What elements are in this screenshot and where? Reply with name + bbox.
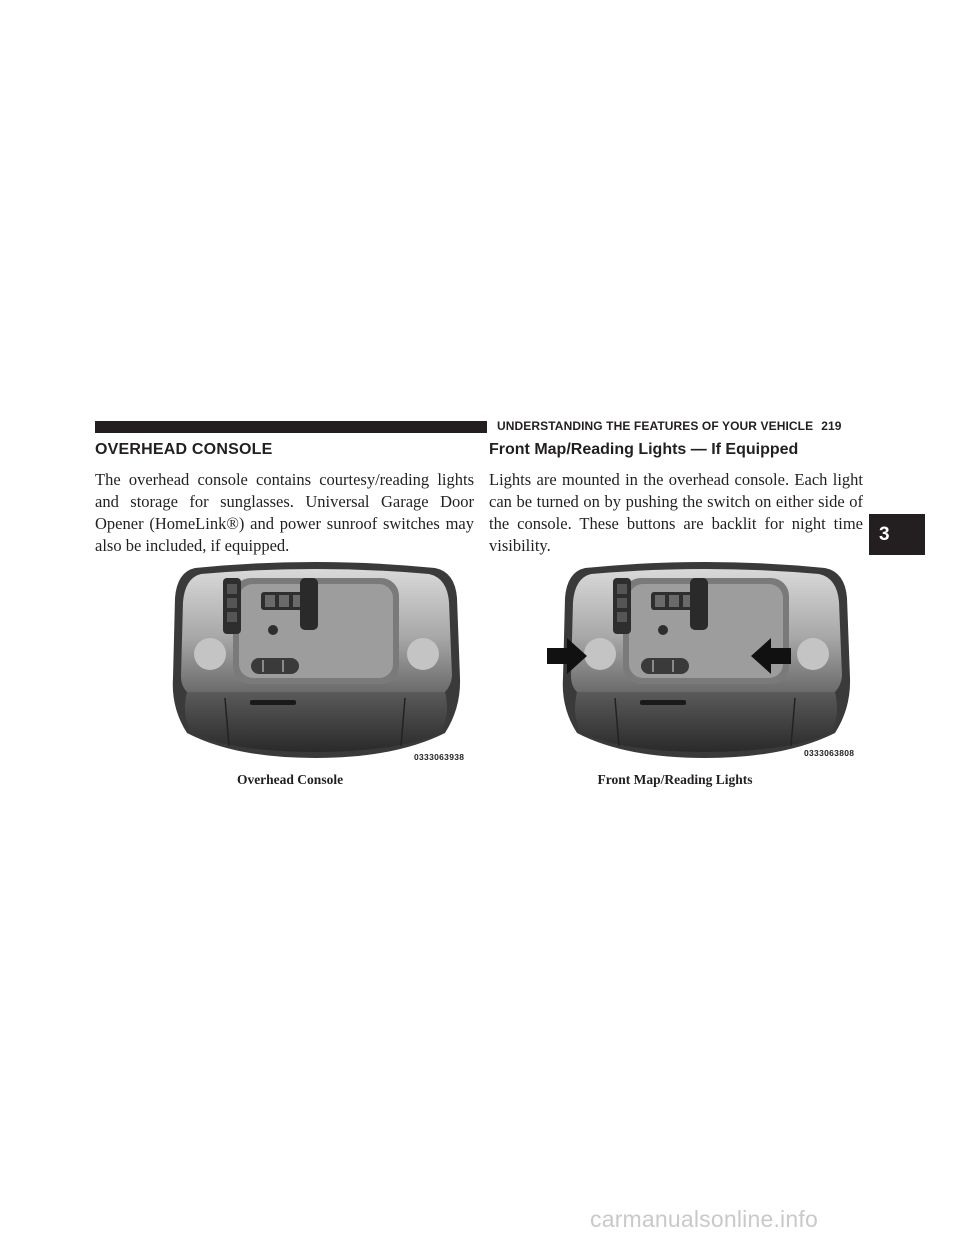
watermark: carmanualsonline.info — [590, 1206, 818, 1232]
figure-id-right: 0333063808 — [804, 748, 855, 758]
reading-lights-body: Lights are mounted in the overhead console. Each light can be turned on by pushing the switch on either side of the console. These buttons are backlit for night time visibility. — [489, 470, 863, 555]
reading-lights-illustration — [545, 558, 865, 763]
overhead-console-heading: OVERHEAD CONSOLE — [95, 441, 273, 458]
figure-caption-right: Front Map/Reading Lights — [597, 772, 753, 787]
section-title: UNDERSTANDING THE FEATURES OF YOUR VEHICLE — [497, 419, 814, 433]
chapter-tab: 3 — [869, 514, 925, 555]
running-header — [497, 419, 867, 433]
page-number: 219 — [821, 419, 842, 433]
header-rule — [95, 421, 487, 433]
overhead-console-illustration — [155, 558, 475, 763]
figure-id-left: 0333063938 — [414, 752, 465, 762]
figure-caption-left: Overhead Console — [236, 772, 344, 787]
reading-lights-heading: Front Map/Reading Lights — If Equipped — [489, 441, 799, 458]
overhead-console-body: The overhead console contains courtesy/reading lights and storage for sunglasses. Universal Garage Door Opener (HomeLink®) and power sunroof switches may also be included, if equipped. — [95, 470, 474, 555]
